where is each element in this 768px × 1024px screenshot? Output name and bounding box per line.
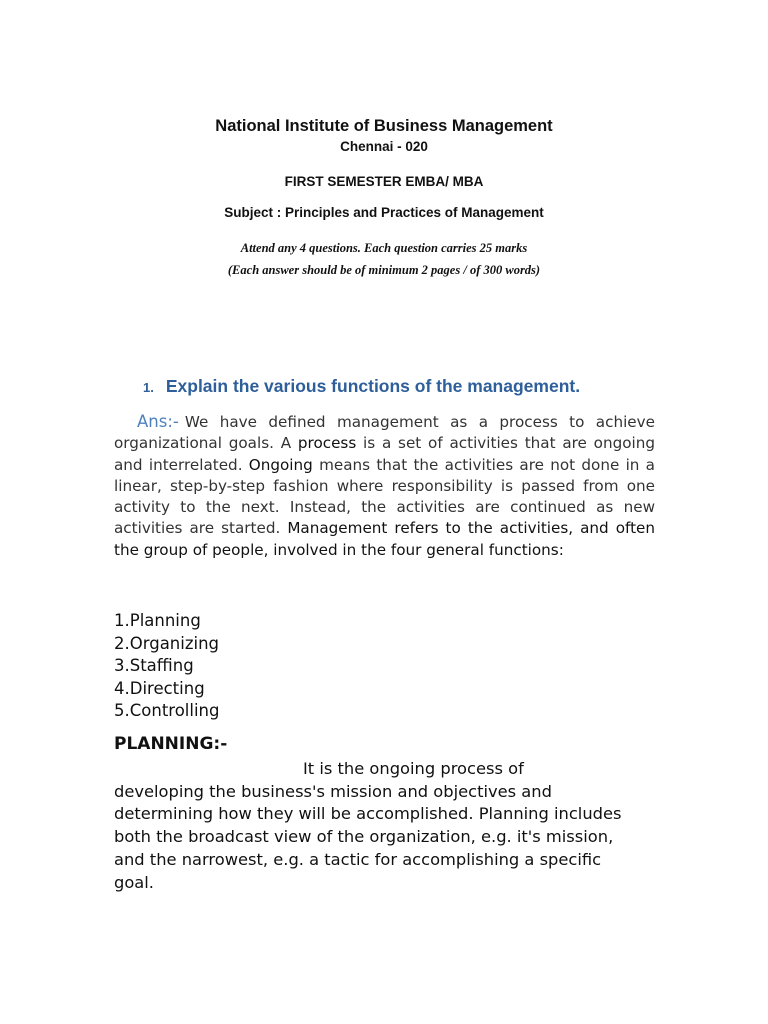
answer-paragraph	[114, 411, 655, 561]
planning-body: developing the business's mission and objectives and determining how they will be accomplished. Planning includes both the broadcast view of the organization, e.g. it's mission, and the narrowest, e.g. a tactic for accomplishing a specific goal.	[114, 781, 622, 892]
question-text: Explain the various functions of the management.	[165, 376, 581, 396]
subject-line: Subject : Principles and Practices of Management	[224, 205, 544, 220]
list-item: 1.Planning	[114, 611, 201, 630]
term-ongoing: Ongoing	[248, 455, 313, 474]
list-item: 3.Staffing	[114, 656, 194, 676]
list-item: 2.Organizing	[114, 633, 220, 653]
functions-list	[114, 610, 220, 723]
question-heading	[143, 376, 580, 397]
list-item: 4.Directing	[114, 678, 205, 698]
semester-title: FIRST SEMESTER EMBA/ MBA	[284, 174, 484, 189]
answer-text-3: means that the activities are not done in a linear, step-by-step fashion where responsibility is passed from one activity to the next. Instead, the activities are continued as new activities are started.	[114, 455, 655, 538]
question-number: 1.	[143, 380, 154, 395]
answer-text-1: We have defined management as a process to achieve organizational goals. A	[114, 413, 655, 453]
term-process: process	[297, 434, 357, 453]
planning-paragraph	[114, 758, 634, 894]
planning-first-line: It is the ongoing process of	[303, 759, 524, 778]
answer-text-4: Management refers to the activities, and often the group of people, involved in the four general functions:	[114, 519, 656, 559]
list-item: 5.Controlling	[114, 701, 220, 721]
planning-heading: PLANNING:-	[114, 734, 228, 754]
answer-length-instruction: (Each answer should be of minimum 2 pages / of 300 words)	[227, 263, 541, 277]
institute-name: National Institute of Business Management	[215, 117, 553, 135]
answer-label: Ans:-	[137, 412, 179, 431]
institute-city: Chennai - 020	[340, 139, 428, 154]
exam-instruction: Attend any 4 questions. Each question carries 25 marks	[240, 241, 528, 255]
answer-text-2: is a set of activities that are ongoing and interrelated.	[114, 434, 655, 474]
